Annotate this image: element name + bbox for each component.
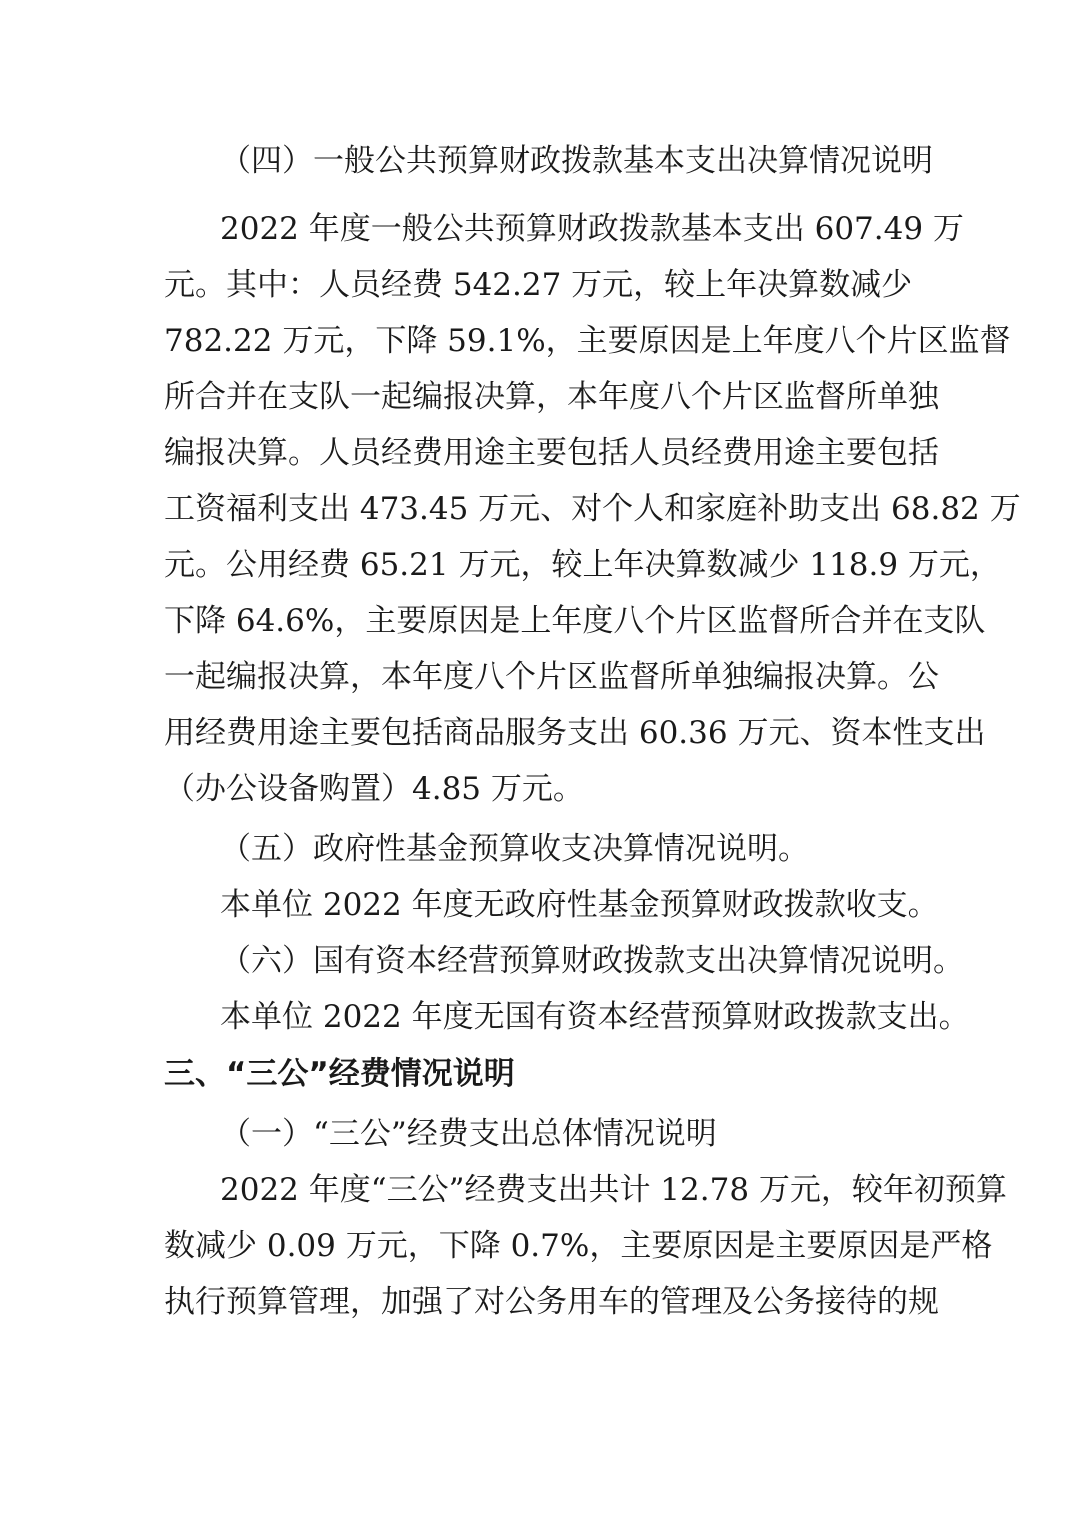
para-gov-fund: 本单位 2022 年度无政府性基金预算财政拨款收支。: [220, 887, 939, 923]
para-line: 下降 64.6%，主要原因是上年度八个片区监督所合并在支队: [164, 603, 986, 639]
para-line: （办公设备购置）4.85 万元。: [164, 771, 584, 807]
para-line: 工资福利支出 473.45 万元、对个人和家庭补助支出 68.82 万: [164, 491, 1021, 527]
para-line: 所合并在支队一起编报决算，本年度八个片区监督所单独: [164, 379, 939, 415]
para-line: 数减少 0.09 万元，下降 0.7%，主要原因是主要原因是严格: [164, 1228, 993, 1264]
para-line: 2022 年度“三公”经费支出共计 12.78 万元，较年初预算: [220, 1172, 1007, 1208]
para-line: 编报决算。人员经费用途主要包括人员经费用途主要包括: [164, 435, 939, 471]
para-line: 2022 年度一般公共预算财政拨款基本支出 607.49 万: [220, 211, 964, 247]
para-line: 元。公用经费 65.21 万元，较上年决算数减少 118.9 万元，: [164, 547, 1001, 583]
para-line: 执行预算管理，加强了对公务用车的管理及公务接待的规: [164, 1284, 939, 1320]
para-line: 元。其中：人员经费 542.27 万元，较上年决算数减少: [164, 267, 913, 303]
heading-basic-expenditure: （四）一般公共预算财政拨款基本支出决算情况说明: [220, 143, 933, 179]
section-title-three-public: 三、“三公”经费情况说明: [164, 1056, 515, 1092]
para-line: 782.22 万元，下降 59.1%，主要原因是上年度八个片区监督: [164, 323, 1011, 359]
para-state-capital: 本单位 2022 年度无国有资本经营预算财政拨款支出。: [220, 999, 970, 1035]
heading-state-capital: （六）国有资本经营预算财政拨款支出决算情况说明。: [220, 943, 964, 979]
heading-three-public-overall: （一）“三公”经费支出总体情况说明: [220, 1116, 717, 1152]
para-line: 一起编报决算，本年度八个片区监督所单独编报决算。公: [164, 659, 939, 695]
para-line: 用经费用途主要包括商品服务支出 60.36 万元、资本性支出: [164, 715, 986, 751]
heading-gov-fund: （五）政府性基金预算收支决算情况说明。: [220, 831, 809, 867]
